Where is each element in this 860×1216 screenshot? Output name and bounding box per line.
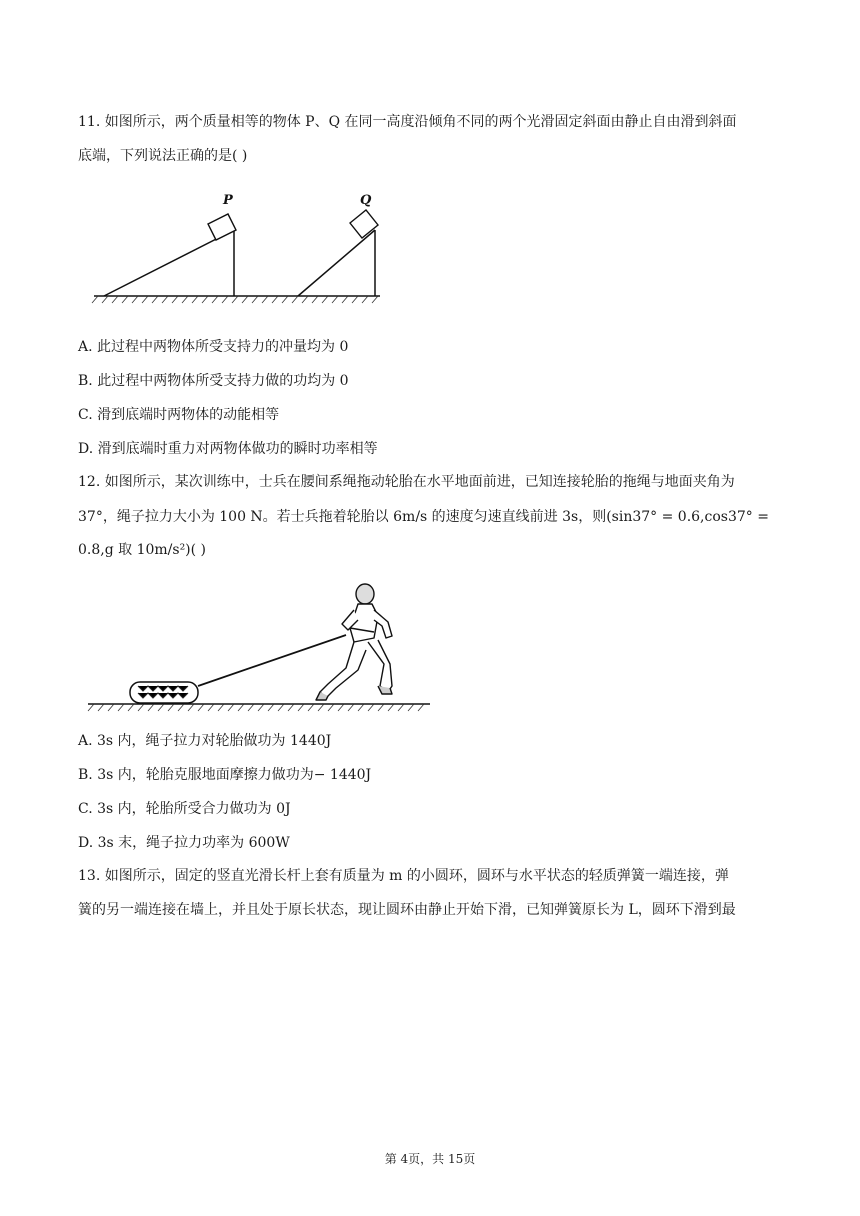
incline-left: [104, 230, 234, 296]
rope-line: [198, 635, 346, 686]
label-q: Q: [360, 193, 372, 208]
label-p: P: [223, 193, 233, 208]
q12-option-a: A. 3s 内，绳子拉力对轮胎做功为 1440J: [78, 733, 332, 749]
q13-stem-line1: 13. 如图所示，固定的竖直光滑长杆上套有质量为 m 的小圆环，圆环与水平状态的轻质弹簧一端连接，弹: [78, 868, 729, 884]
q12-option-d: D. 3s 末，绳子拉力功率为 600W: [78, 835, 290, 851]
q12-option-c: C. 3s 内，轮胎所受合力做功为 0J: [78, 801, 291, 817]
q11-stem-line2: 底端，下列说法正确的是( ): [78, 148, 248, 164]
q11-option-c: C. 滑到底端时两物体的动能相等: [78, 407, 280, 423]
q12-stem-line1: 12. 如图所示，某次训练中，士兵在腰间系绳拖动轮胎在水平地面前进，已知连接轮胎的拖绳与地面夹角为: [78, 474, 735, 490]
incline-right: [298, 230, 375, 296]
q11-option-d: D. 滑到底端时重力对两物体做功的瞬时功率相等: [78, 441, 378, 457]
q11-option-a: A. 此过程中两物体所受支持力的冲量均为 0: [78, 339, 349, 355]
q12-stem-line2: 37°，绳子拉力大小为 100 N。若士兵拖着轮胎以 6m/s 的速度匀速直线前进 3s，则(sin37° = 0.6,cos37° =: [78, 509, 769, 525]
block-p: [208, 214, 236, 240]
tire-shape: [130, 682, 198, 703]
q12-soldier-tire-figure: [88, 580, 433, 715]
page-number-footer: 第 4页，共 15页: [384, 1152, 476, 1166]
q11-option-b: B. 此过程中两物体所受支持力做的功均为 0: [78, 373, 349, 389]
q11-stem-line1: 11. 如图所示，两个质量相等的物体 P、Q 在同一高度沿倾角不同的两个光滑固定斜面由静止自由滑到斜面: [78, 114, 737, 130]
q12-stem-line3: 0.8,g 取 10m/s²)( ): [78, 542, 207, 558]
q11-incline-figure: [88, 190, 388, 308]
q13-stem-line2: 簧的另一端连接在墙上，并且处于原长状态，现让圆环由静止开始下滑，已知弹簧原长为 L，圆环下滑到最: [78, 902, 736, 918]
block-q: [350, 210, 378, 238]
q12-option-b: B. 3s 内，轮胎克服地面摩擦力做功为− 1440J: [78, 767, 372, 783]
